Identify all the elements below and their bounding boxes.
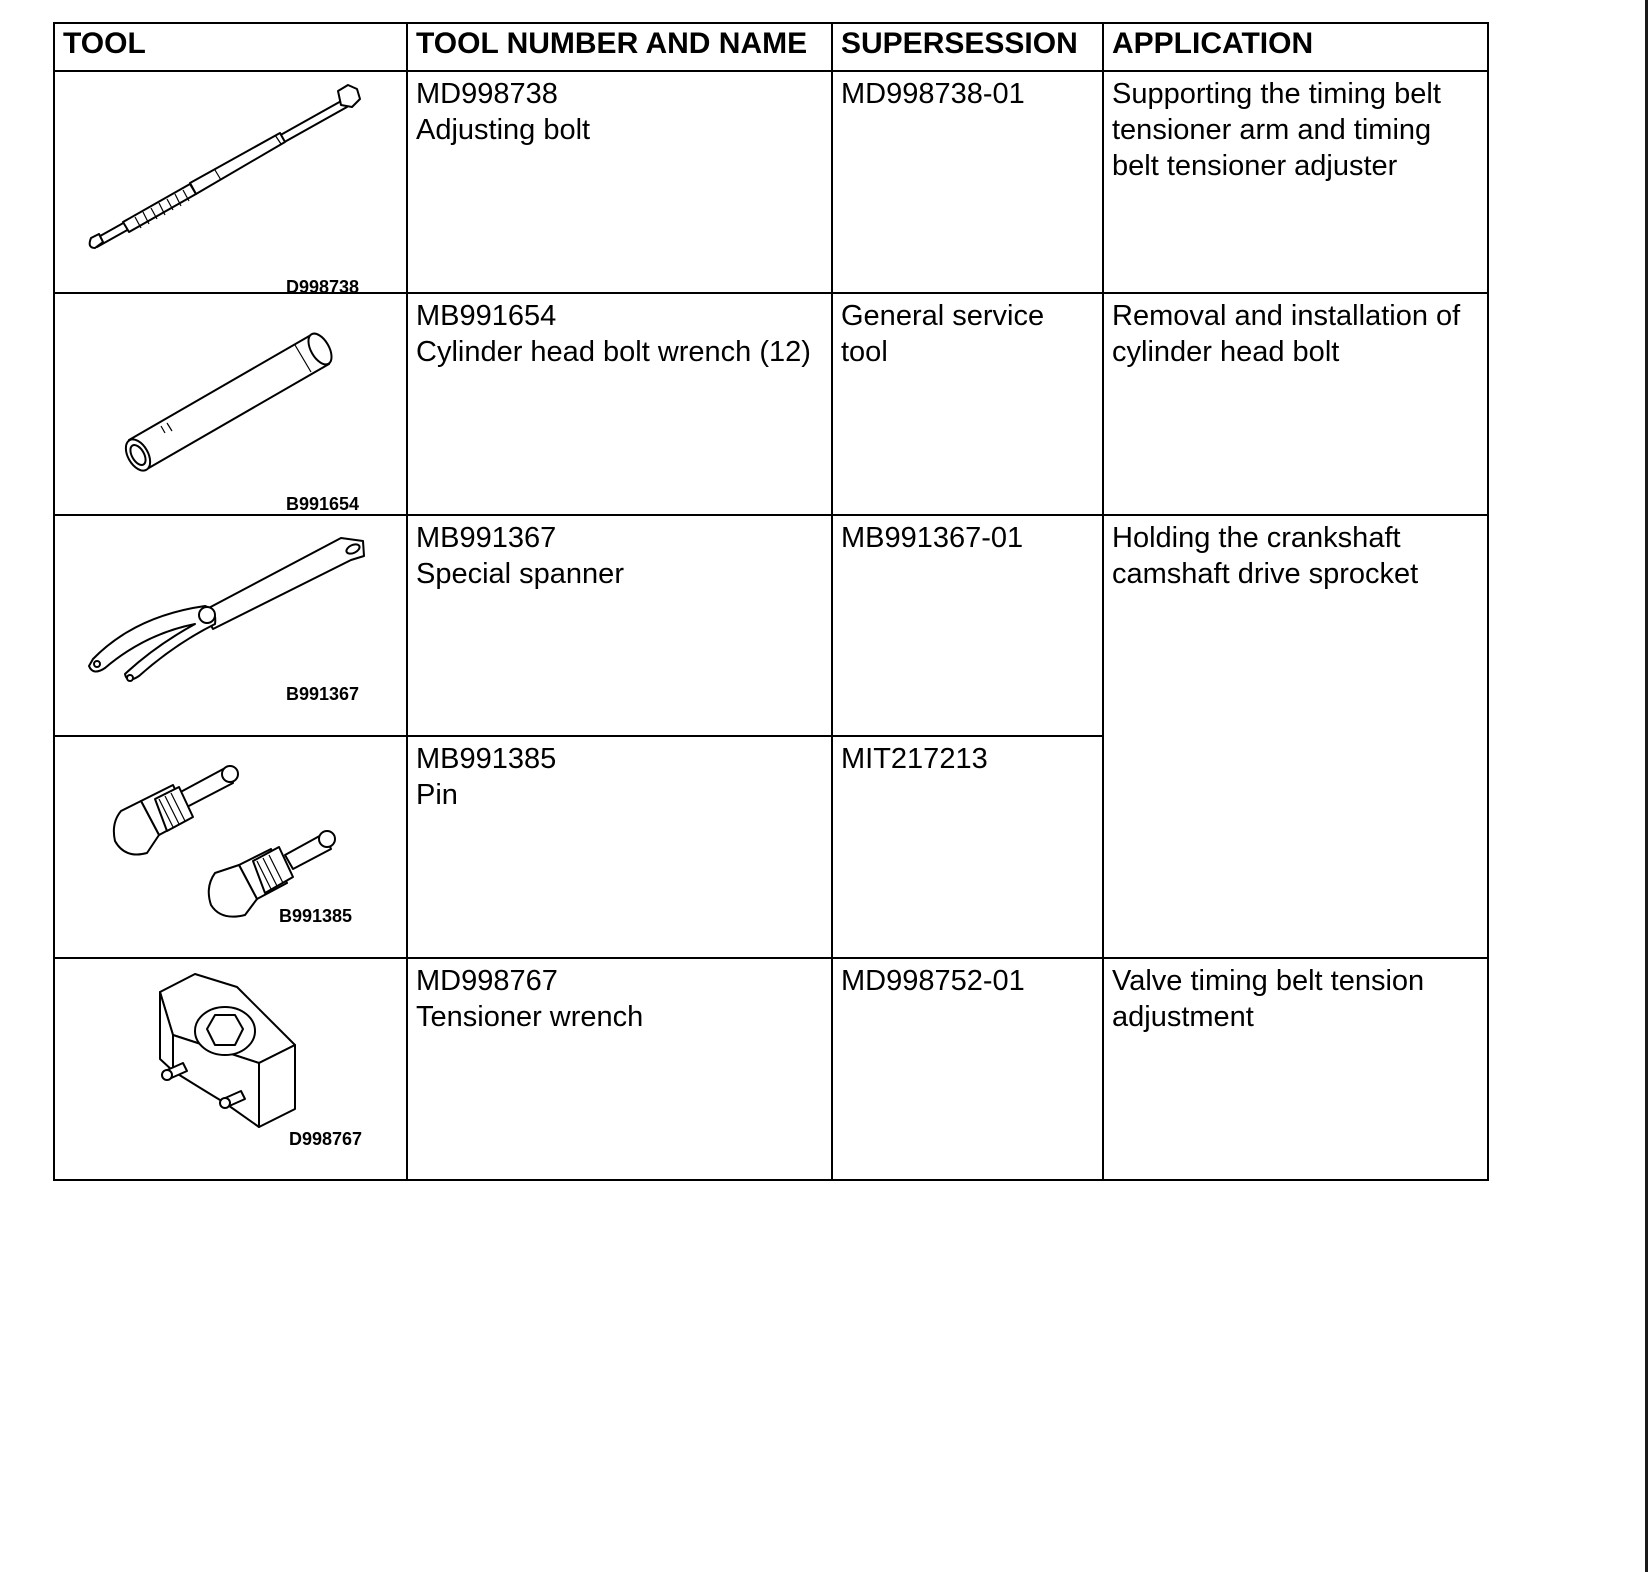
- tool-name: Cylinder head bolt wrench (12): [416, 336, 811, 368]
- tool-name: Pin: [416, 779, 458, 811]
- supersession-value: MD998752-01: [841, 965, 1025, 997]
- header-application: APPLICATION: [1103, 23, 1488, 71]
- table-row: [54, 515, 1488, 736]
- supersession-cell: [832, 293, 1103, 515]
- tool-number: MB991385: [416, 743, 557, 775]
- supersession-cell: [832, 515, 1103, 736]
- tool-image-cell: [54, 736, 407, 958]
- supersession-cell: [832, 958, 1103, 1180]
- header-row: [54, 23, 1488, 71]
- application-cell: [1103, 71, 1488, 293]
- tool-image-cell: [54, 71, 407, 297]
- tool-number: MD998738: [416, 78, 558, 110]
- table-row: [54, 958, 1488, 1180]
- supersession-value: MD998738-01: [841, 78, 1025, 110]
- header-tool: TOOL: [54, 23, 407, 71]
- tool-number: MB991654: [416, 300, 557, 332]
- tool-number-and-name-cell: [407, 736, 832, 958]
- application-value: Valve timing belt tension adjustment: [1112, 965, 1425, 1033]
- tool-figure-code: B991367: [286, 684, 360, 704]
- supersession-value: MB991367-01: [841, 522, 1024, 554]
- tool-number-and-name-cell: [407, 958, 832, 1180]
- application-value: Removal and installation of cylinder head bolt: [1112, 300, 1461, 368]
- tool-figure-code: B991654: [286, 494, 360, 514]
- supersession-value: MIT217213: [841, 743, 988, 775]
- tool-name: Special spanner: [416, 558, 624, 590]
- tool-image-cell: [54, 515, 407, 736]
- application-cell: [1103, 293, 1488, 515]
- tool-name: Tensioner wrench: [416, 1001, 644, 1033]
- application-cell: [1103, 515, 1488, 958]
- tool-figure-code: D998738: [286, 277, 360, 297]
- tool-figure-code: D998767: [289, 1129, 363, 1149]
- supersession-cell: [832, 71, 1103, 293]
- supersession-value: General service tool: [841, 300, 1045, 368]
- application-value: Supporting the timing belt tensioner arm and timing belt tensioner adjuster: [1112, 78, 1441, 182]
- tool-name: Adjusting bolt: [416, 114, 591, 146]
- tool-image-cell: [54, 293, 407, 515]
- adjusting-bolt-icon: [55, 72, 412, 290]
- header-supersession: SUPERSESSION: [832, 23, 1103, 71]
- tool-number: MD998767: [416, 965, 558, 997]
- header-tool-number-and-name: TOOL NUMBER AND NAME: [407, 23, 832, 71]
- table-row: [54, 293, 1488, 515]
- pin-icon: [55, 737, 412, 955]
- table-row: [54, 71, 1488, 293]
- tool-image-cell: [54, 958, 407, 1180]
- application-cell: [1103, 958, 1488, 1180]
- special-tools-table: [53, 22, 1489, 1181]
- tool-number-and-name-cell: [407, 293, 832, 515]
- tool-number-and-name-cell: [407, 515, 832, 736]
- cylinder-head-bolt-wrench-icon: [55, 294, 412, 512]
- tool-number: MB991367: [416, 522, 557, 554]
- application-value: Holding the crankshaft camshaft drive sprocket: [1112, 522, 1419, 590]
- tool-figure-code: B991385: [279, 906, 353, 926]
- tool-number-and-name-cell: [407, 71, 832, 293]
- supersession-cell: [832, 736, 1103, 958]
